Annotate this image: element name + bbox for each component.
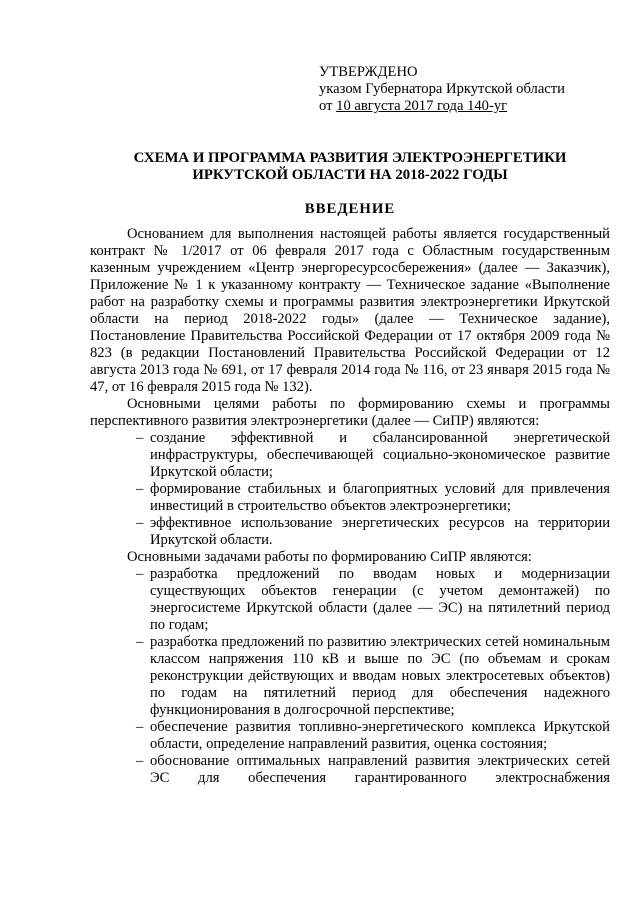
approval-heading: УТВЕРЖДЕНО	[319, 64, 418, 80]
dash-marker: –	[136, 515, 144, 531]
list-item: – обоснование оптимальных направлений развития электрических сетей ЭС для обеспечения гарантированного электроснабжения	[136, 753, 610, 786]
approval-date-prefix: от	[319, 98, 337, 114]
list-item: – эффективное использование энергетических ресурсов на территории Иркутской области.	[136, 515, 610, 548]
document-body	[90, 226, 610, 787]
document-title-line-2: ИРКУТСКОЙ ОБЛАСТИ НА 2018-2022 ГОДЫ	[192, 167, 508, 183]
intro-paragraph: Основанием для выполнения настоящей работы является государственный контракт № 1/2017 от 06 февраля 2017 года с Областным государственным казенным учреждением «Центр энергоресурсосбережения» (далее — Заказчик), Приложение № 1 к указанному контракту — Техническое задание «Выполнение работ на разработку схемы и программы развития электроэнергетики Иркутской области на период 2018-2022 годы» (далее — Техническое задание), Постановление Правительства Российской Федерации от 17 октября 2009 года № 823 (в редакции Постановлений Правительства Российской Федерации от 12 августа 2013 года № 691, от 17 февраля 2014 года № 116, от 23 января 2015 года № 47, от 16 февраля 2015 года № 132).	[90, 226, 610, 395]
goals-list	[90, 430, 610, 549]
approval-date	[319, 98, 565, 115]
approval-date-value: 10 августа 2017 года 140-уг	[336, 98, 508, 114]
dash-marker: –	[136, 753, 144, 769]
list-item: – формирование стабильных и благоприятных условий для привлечения инвестиций в строительство объектов электроэнергетики;	[136, 481, 610, 514]
approval-authority: указом Губернатора Иркутской области	[319, 81, 565, 97]
dash-marker: –	[136, 566, 144, 582]
goals-lead-paragraph: Основными целями работы по формированию схемы и программы перспективного развития электроэнергетики (далее — СиПР) являются:	[90, 396, 610, 429]
dash-marker: –	[136, 430, 144, 446]
tasks-list	[90, 566, 610, 787]
list-item: – обеспечение развития топливно-энергетического комплекса Иркутской области, определение направлений развития, оценка состояния;	[136, 719, 610, 752]
list-item: – создание эффективной и сбалансированной энергетической инфраструктуры, обеспечивающей социально-экономическое развитие Иркутской области;	[136, 430, 610, 480]
tasks-lead-paragraph: Основными задачами работы по формированию СиПР являются:	[127, 549, 532, 565]
dash-marker: –	[136, 481, 144, 497]
list-item: – разработка предложений по вводам новых и модернизации существующих объектов генерации (с учетом демонтажей) по энергосистеме Иркутской области (далее — ЭС) на пятилетний период по годам;	[136, 566, 610, 633]
section-heading: ВВЕДЕНИЕ	[304, 201, 396, 217]
dash-marker: –	[136, 634, 144, 650]
document-title-line-1: СХЕМА И ПРОГРАММА РАЗВИТИЯ ЭЛЕКТРОЭНЕРГЕТИКИ	[133, 150, 567, 166]
dash-marker: –	[136, 719, 144, 735]
approval-stamp	[319, 64, 565, 115]
list-item: – разработка предложений по развитию электрических сетей номинальным классом напряжения 110 кВ и выше по ЭС (по объемам и срокам реконструкции действующих и вводам новых электросетевых объектов) по годам на пятилетний период для обеспечения надежного функционирования в долгосрочной перспективе;	[136, 634, 610, 718]
